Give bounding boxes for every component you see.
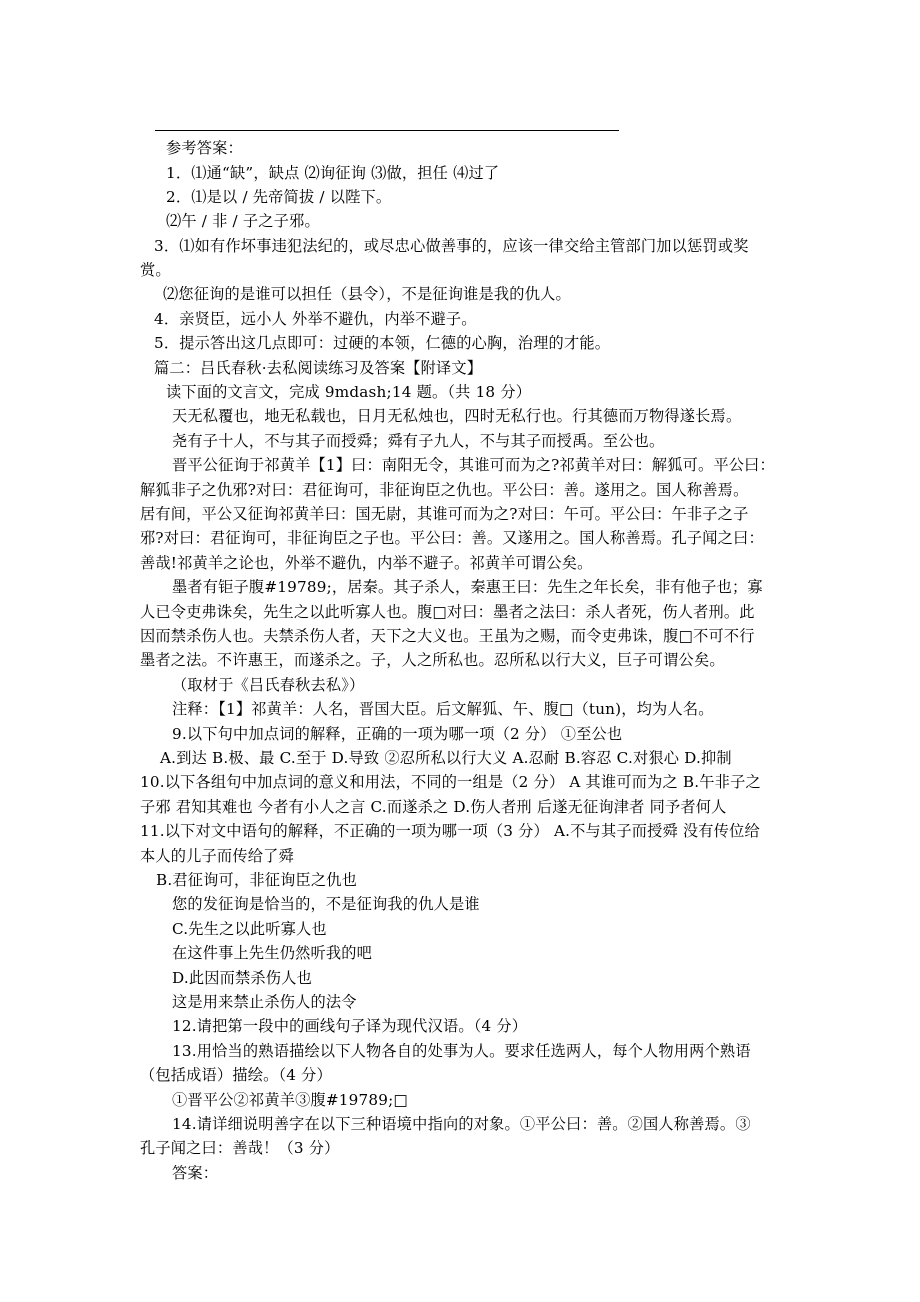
text-line: C.先生之以此听寡人也 [172,920,327,938]
text-line: ①晋平公②祁黄羊③腹#19789;□ [172,1091,408,1109]
text-line: 善哉!祁黄羊之论也，外举不避仇，内举不避子。祁黄羊可谓公矣。 [140,554,593,572]
text-line: ⑵午 / 非 / 子之子邪。 [166,212,320,230]
text-line: 晋平公征询于祁黄羊【1】曰：南阳无令，其谁可而为之?祁黄羊对曰：解狐可。平公曰： [172,456,775,474]
answer-heading: 参考答案： [166,139,243,157]
text-line: 墨者有钜子腹#19789;，居秦。其子杀人，秦惠王曰：先生之年长矣，非有他子也；寡 [172,578,763,596]
text-line: 2．⑴是以 / 先帝简拔 / 以陛下。 [166,188,392,206]
text-line: 3．⑴如有作坏事违犯法纪的，或尽忠心做善事的，应该一律交给主管部门加以惩罚或奖 [154,237,749,255]
text-line: 邪?对曰：君征询可，非征询臣之子也。平公曰：善。又遂用之。国人称善焉。孔子闻之曰： [140,529,764,547]
text-line: 读下面的文言文，完成 9mdash;14 题。（共 18 分） [166,383,532,401]
text-line: 孔子闻之曰：善哉！（3 分） [140,1139,340,1157]
text-line: （包括成语）描绘。（4 分） [140,1066,332,1084]
question-14: 14.请详细说明善字在以下三种语境中指向的对象。①平公曰：善。②国人称善焉。③ [172,1115,751,1133]
question-11: 11.以下对文中语句的解释，不正确的一项为哪一项（3 分） A.不与其子而授舜 没有传位给 [140,822,760,840]
answer-label: 答案： [172,1164,219,1182]
text-line: 赏。 [140,261,171,279]
text-line: 天无私覆也，地无私载也，日月无私烛也，四时无私行也。行其德而万物得遂长焉。 [172,407,742,425]
text-line: D.此因而禁杀伤人也 [172,969,312,987]
text-line: 1．⑴通“缺”，缺点 ⑵询征询 ⑶做，担任 ⑷过了 [166,164,500,182]
section-title: 篇二：吕氏春秋·去私阅读练习及答案【附译文】 [154,359,483,377]
text-line: B.君征询可，非征询臣之仇也 [156,871,358,889]
question-13: 13.用恰当的熟语描绘以下人物各自的处事为人。要求任选两人，每个人物用两个熟语 [172,1042,751,1060]
text-line: A.到达 B.极、最 C.至于 D.导致 ②忍所私以行大义 A.忍耐 B.容忍 C.对狠心 D.抑制 [160,749,732,767]
text-line: 5．提示答出这几点即可：过硬的本领，仁德的心胸，治理的才能。 [154,334,611,352]
text-line: 居有间，平公又征询祁黄羊曰：国无尉，其谁可而为之?对曰：午可。平公曰：午非子之子 [140,505,749,523]
text-line: 这是用来禁止杀伤人的法令 [172,993,357,1011]
footnote: 注释：【1】祁黄羊：人名，晋国大臣。后文解狐、午、腹□（tun)，均为人名。 [172,700,714,718]
text-line: 本人的儿子而传给了舜 [140,847,294,865]
source-note: （取材于《吕氏春秋去私》） [172,676,365,694]
text-line: 尧有子十人，不与其子而授舜；舜有子九人，不与其子而授禹。至公也。 [172,432,665,450]
text-line: 人已令吏弗诛矣，先生之以此听寡人也。腹□对曰：墨者之法曰：杀人者死，伤人者刑。此 [140,603,755,621]
question-10: 10.以下各组句中加点词的意义和用法，不同的一组是（2 分） A 其谁可而为之 B.午非子之 [140,773,761,791]
question-9: 9.以下句中加点词的解释，正确的一项为哪一项（2 分） ①至公也 [172,725,623,743]
text-line: 解狐非子之仇邪?对曰：君征询可，非征询臣之仇也。平公曰：善。遂用之。国人称善焉。 [140,481,749,499]
text-line: 4．亲贤臣，远小人 外举不避仇，内举不避子。 [154,310,477,328]
top-rule [155,130,619,131]
text-line: ⑵您征询的是谁可以担任（县令），不是征询谁是我的仇人。 [163,285,571,303]
text-line: 墨者之法。不许惠王，而遂杀之。子，人之所私也。忍所私以行大义，巨子可谓公矣。 [140,651,725,669]
text-line: 在这件事上先生仍然听我的吧 [172,944,373,962]
text-line: 因而禁杀伤人也。夫禁杀伤人者，天下之大义也。王虽为之赐，而令吏弗诛，腹□不可不行 [140,627,755,645]
text-line: 子邪 君知其难也 今者有小人之言 C.而遂杀之 D.伤人者刑 后遂无征询津者 同予者何人 [140,798,727,816]
question-12: 12.请把第一段中的画线句子译为现代汉语。（4 分） [172,1017,528,1035]
text-line: 您的发征询是恰当的，不是征询我的仇人是谁 [172,895,480,913]
